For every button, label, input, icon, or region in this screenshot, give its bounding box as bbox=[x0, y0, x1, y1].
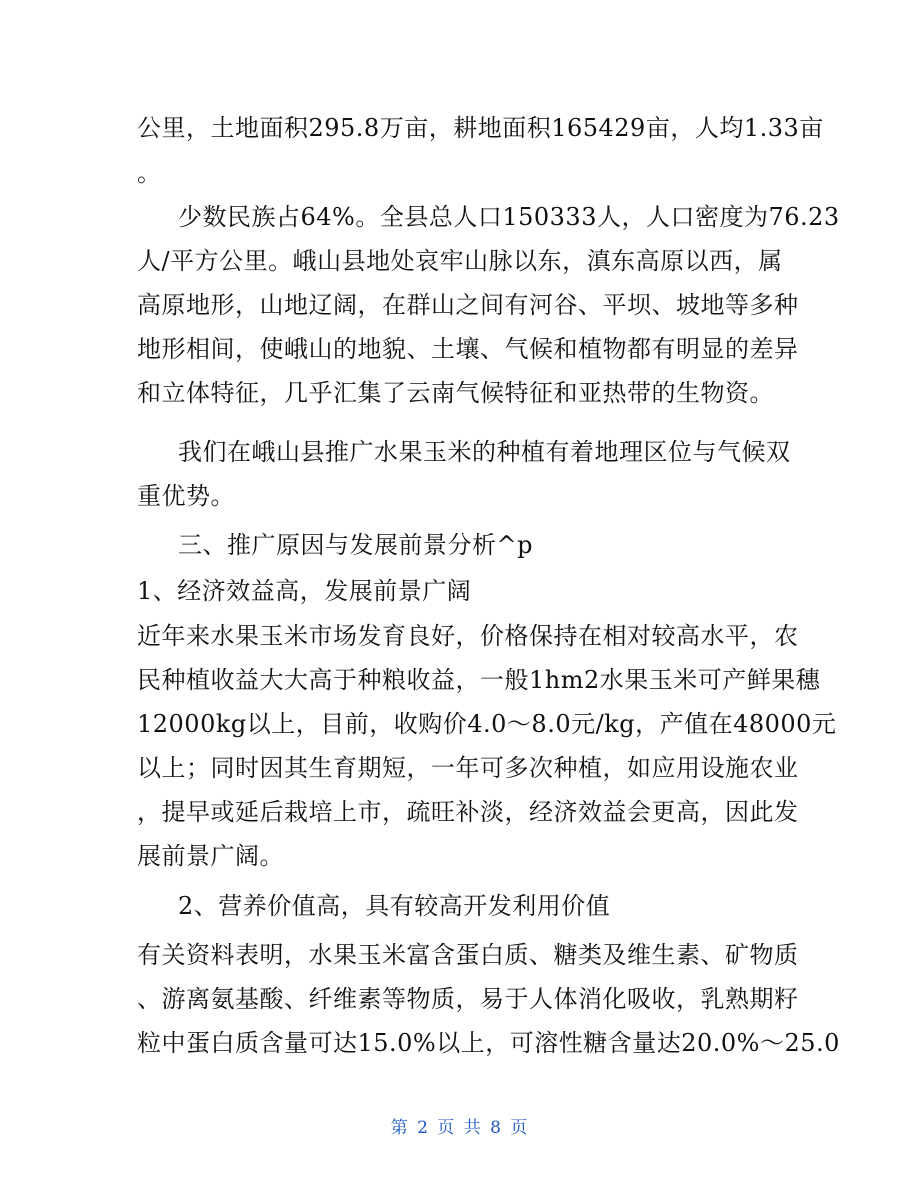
text-line: 近年来水果玉米市场发育良好，价格保持在相对较高水平，农 bbox=[137, 622, 799, 650]
subsection-heading: 2、营养价值高，具有较高开发利用价值 bbox=[178, 892, 611, 920]
text-line: 人/平方公里。峨山县地处哀牢山脉以东，滇东高原以西，属 bbox=[137, 247, 783, 275]
text-line: 重优势。 bbox=[137, 482, 235, 510]
text-line: 。 bbox=[137, 159, 162, 187]
text-line: 有关资料表明，水果玉米富含蛋白质、糖类及维生素、矿物质 bbox=[137, 941, 799, 969]
text-line: 展前景广阔。 bbox=[137, 842, 284, 870]
text-line: 粒中蛋白质含量可达15.0%以上，可溶性糖含量达20.0%～25.0 bbox=[137, 1029, 840, 1057]
text-line: 民种植收益大大高于种粮收益，一般1hm2水果玉米可产鲜果穗 bbox=[137, 666, 821, 694]
section-heading: 三、推广原因与发展前景分析^p bbox=[178, 531, 533, 559]
text-line: 地形相间，使峨山的地貌、土壤、气候和植物都有明显的差异 bbox=[137, 335, 799, 363]
text-line: ，提早或延后栽培上市，疏旺补淡，经济效益会更高，因此发 bbox=[137, 798, 799, 826]
text-line: 我们在峨山县推广水果玉米的种植有着地理区位与气候双 bbox=[178, 438, 791, 466]
page-number-footer: 第 2 页 共 8 页 bbox=[390, 1118, 530, 1138]
text-line: 公里，土地面积295.8万亩，耕地面积165429亩，人均1.33亩 bbox=[137, 114, 824, 142]
text-line: 少数民族占64%。全县总人口150333人，人口密度为76.23 bbox=[178, 203, 840, 231]
text-line: 12000kg以上，目前，收购价4.0～8.0元/kg，产值在48000元 bbox=[137, 710, 837, 738]
text-line: 和立体特征，几乎汇集了云南气候特征和亚热带的生物资。 bbox=[137, 379, 774, 407]
text-line: 以上；同时因其生育期短，一年可多次种植，如应用设施农业 bbox=[137, 754, 799, 782]
subsection-heading: 1、经济效益高，发展前景广阔 bbox=[137, 577, 472, 605]
text-line: 高原地形，山地辽阔，在群山之间有河谷、平坝、坡地等多种 bbox=[137, 291, 799, 319]
text-line: 、游离氨基酸、纤维素等物质，易于人体消化吸收，乳熟期籽 bbox=[137, 985, 799, 1013]
